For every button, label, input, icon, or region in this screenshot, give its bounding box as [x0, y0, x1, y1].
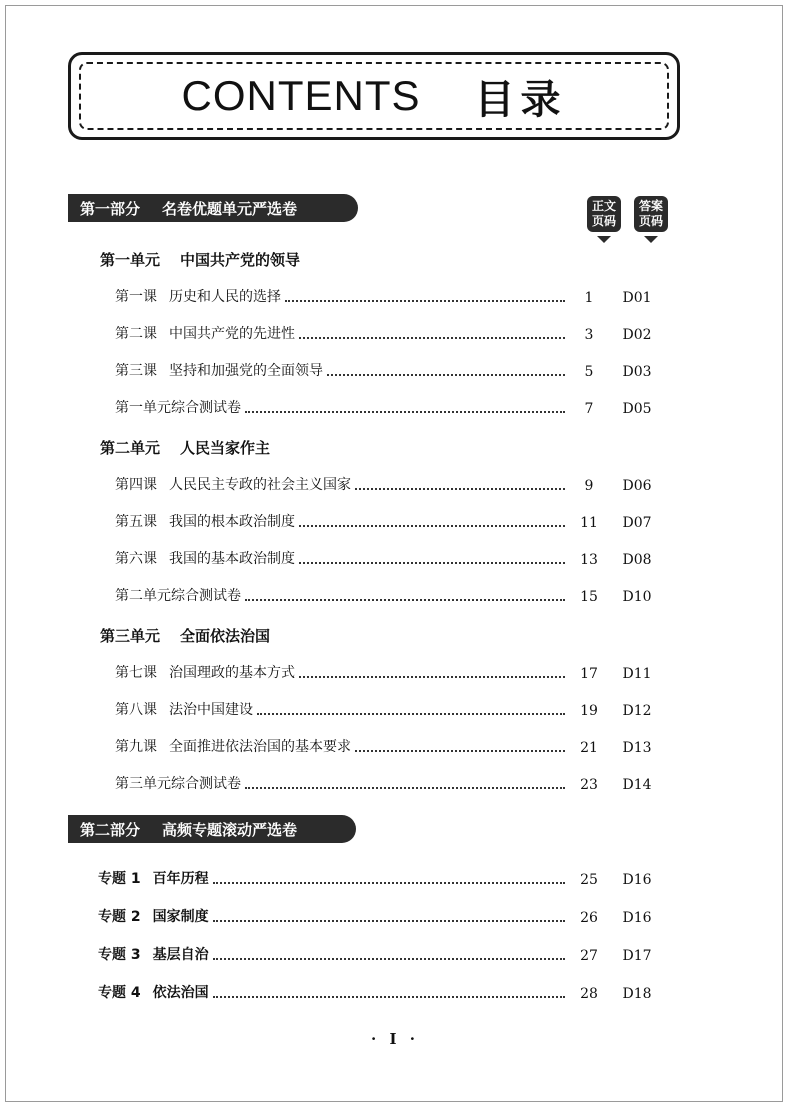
topic-number: 专题 2	[98, 909, 141, 925]
part2-banner	[68, 815, 356, 843]
toc-row[interactable]	[115, 736, 661, 756]
page-column-arrow-icon	[597, 236, 611, 243]
answer-page: D17	[622, 948, 652, 964]
lesson-number: 第一课	[115, 289, 157, 305]
answer-column-tag	[634, 196, 668, 232]
toc-row[interactable]	[115, 585, 661, 605]
lesson-title: 法治中国建设	[169, 702, 253, 718]
answer-column-arrow-icon	[644, 236, 658, 243]
page-number: 23	[580, 777, 598, 793]
lesson-number: 第三课	[115, 363, 157, 379]
page-number: 17	[580, 666, 598, 682]
part2-title: 高频专题滚动严选卷	[162, 820, 298, 839]
answer-column-header	[634, 196, 668, 243]
topic-title: 百年历程	[152, 871, 209, 887]
unit-heading	[100, 437, 270, 458]
lesson-title: 治国理政的基本方式	[169, 665, 295, 681]
leader-dots	[257, 713, 565, 715]
answer-page: D06	[622, 478, 652, 494]
page-number: 11	[580, 515, 598, 531]
answer-page: D10	[622, 589, 652, 605]
lesson-title: 历史和人民的选择	[169, 289, 281, 305]
answer-page: D03	[622, 364, 652, 380]
lesson-number: 第四课	[115, 477, 157, 493]
lesson-number: 第七课	[115, 665, 157, 681]
toc-row[interactable]	[115, 662, 661, 682]
leader-dots	[299, 525, 565, 527]
answer-page: D01	[622, 290, 652, 306]
lesson-title: 人民民主专政的社会主义国家	[169, 477, 351, 493]
part1-title: 名卷优题单元严选卷	[162, 199, 298, 218]
answer-page: D16	[622, 910, 652, 926]
answer-column-line1: 答案	[638, 199, 663, 213]
answer-page: D12	[622, 703, 652, 719]
page-number: 28	[580, 986, 598, 1002]
topic-title: 依法治国	[152, 985, 209, 1001]
page-number: 15	[580, 589, 598, 605]
toc-row[interactable]	[115, 360, 661, 380]
leader-dots	[213, 958, 565, 960]
lesson-number: 第五课	[115, 514, 157, 530]
answer-page: D08	[622, 552, 652, 568]
toc-row[interactable]	[115, 699, 661, 719]
page-column-line2: 页码	[591, 214, 616, 228]
title-inner	[79, 62, 669, 130]
unit-title: 人民当家作主	[180, 439, 271, 457]
unit-title: 全面依法治国	[180, 627, 271, 645]
toc-row[interactable]	[115, 773, 661, 793]
lesson-title: 我国的根本政治制度	[169, 514, 295, 530]
page-number: 27	[580, 948, 598, 964]
page-number: 26	[580, 910, 598, 926]
lesson-title: 全面推进依法治国的基本要求	[169, 739, 351, 755]
unit-label: 第一单元	[100, 251, 161, 269]
unit-label: 第三单元	[100, 627, 161, 645]
lesson-title: 第三单元综合测试卷	[115, 776, 241, 792]
page-number: 21	[580, 740, 598, 756]
title-box	[68, 52, 680, 140]
topic-number: 专题 3	[98, 947, 141, 963]
answer-page: D11	[622, 666, 652, 682]
answer-page: D02	[622, 327, 652, 343]
leader-dots	[245, 599, 565, 601]
toc-row[interactable]	[115, 286, 661, 306]
answer-page: D14	[622, 777, 652, 793]
page-number: 13	[580, 552, 598, 568]
lesson-number: 第二课	[115, 326, 157, 342]
leader-dots	[327, 374, 565, 376]
topic-row[interactable]	[98, 982, 661, 1002]
title-chinese: 目录	[474, 76, 567, 123]
leader-dots	[299, 337, 565, 339]
topic-row[interactable]	[98, 944, 661, 964]
toc-row[interactable]	[115, 511, 661, 531]
answer-page: D13	[622, 740, 652, 756]
answer-page: D05	[622, 401, 652, 417]
toc-row[interactable]	[115, 397, 661, 417]
page-number: 3	[584, 327, 594, 343]
lesson-title: 中国共产党的先进性	[169, 326, 295, 342]
part2-label: 第二部分	[80, 820, 141, 839]
leader-dots	[213, 882, 565, 884]
answer-page: D07	[622, 515, 652, 531]
answer-page: D18	[622, 986, 652, 1002]
page-number: 9	[584, 478, 594, 494]
topic-title: 国家制度	[152, 909, 209, 925]
leader-dots	[245, 411, 565, 413]
leader-dots	[299, 562, 565, 564]
leader-dots	[213, 920, 565, 922]
topic-row[interactable]	[98, 906, 661, 926]
topic-number: 专题 4	[98, 985, 141, 1001]
page-number: 5	[584, 364, 594, 380]
part1-label: 第一部分	[80, 199, 141, 218]
leader-dots	[245, 787, 565, 789]
topic-number: 专题 1	[98, 871, 141, 887]
leader-dots	[213, 996, 565, 998]
part1-banner	[68, 194, 358, 222]
topic-row[interactable]	[98, 868, 661, 888]
unit-title: 中国共产党的领导	[180, 251, 301, 269]
lesson-number: 第九课	[115, 739, 157, 755]
page-footer-number: · I ·	[371, 1030, 419, 1048]
unit-label: 第二单元	[100, 439, 161, 457]
answer-page: D16	[622, 872, 652, 888]
toc-row[interactable]	[115, 548, 661, 568]
title-english: CONTENTS	[181, 72, 421, 119]
leader-dots	[285, 300, 565, 302]
page-column-header	[587, 196, 621, 243]
lesson-title: 坚持和加强党的全面领导	[169, 363, 323, 379]
lesson-title: 第二单元综合测试卷	[115, 588, 241, 604]
unit-heading	[100, 249, 300, 270]
page-column-tag	[587, 196, 621, 232]
topic-title: 基层自治	[152, 947, 209, 963]
answer-column-line2: 页码	[638, 214, 663, 228]
toc-row[interactable]	[115, 474, 661, 494]
lesson-title: 我国的基本政治制度	[169, 551, 295, 567]
page-number: 19	[580, 703, 598, 719]
leader-dots	[299, 676, 565, 678]
lesson-number: 第八课	[115, 702, 157, 718]
unit-heading	[100, 625, 270, 646]
lesson-number: 第六课	[115, 551, 157, 567]
page-number: 25	[580, 872, 598, 888]
leader-dots	[355, 750, 565, 752]
page-number: 1	[584, 290, 594, 306]
lesson-title: 第一单元综合测试卷	[115, 400, 241, 416]
page-column-line1: 正文	[591, 199, 616, 213]
page-number: 7	[584, 401, 594, 417]
leader-dots	[355, 488, 565, 490]
toc-row[interactable]	[115, 323, 661, 343]
